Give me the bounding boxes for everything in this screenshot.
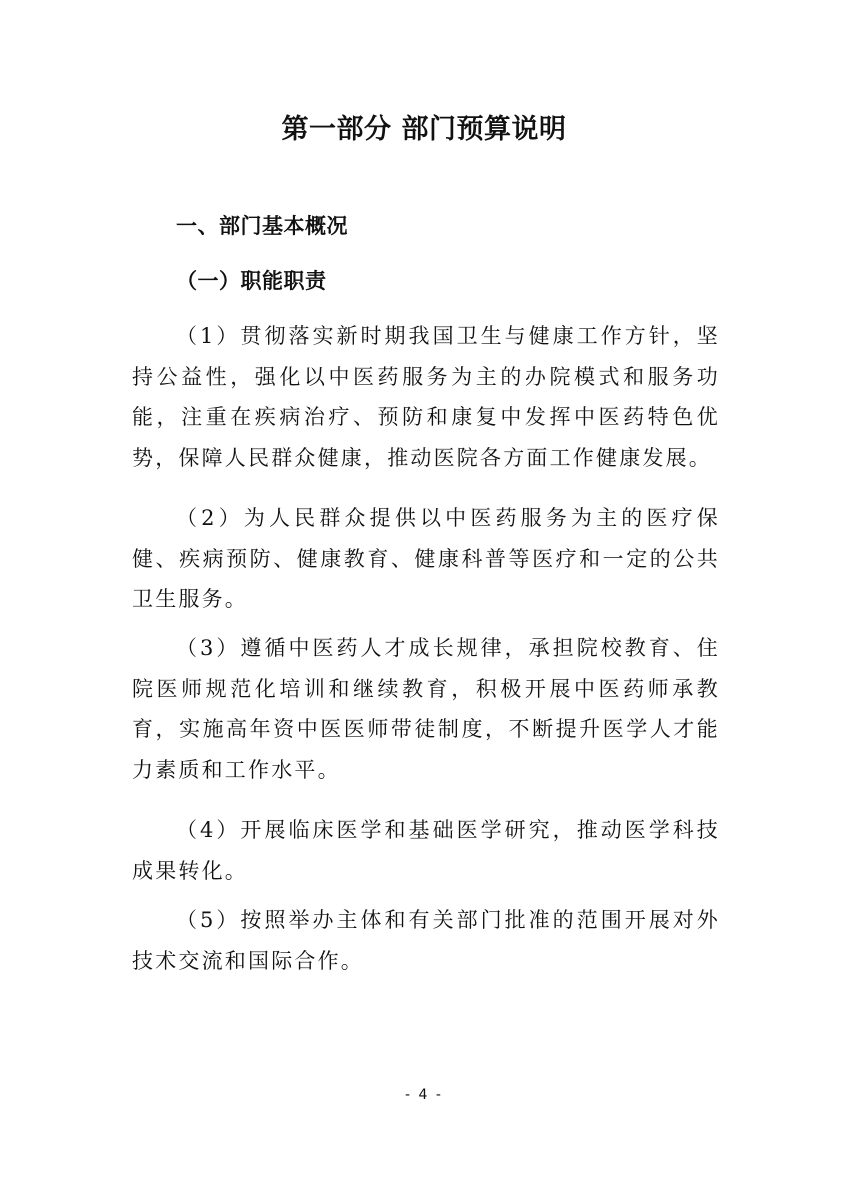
paragraph-duty-2: （2）为人民群众提供以中医药服务为主的医疗保健、疾病预防、健康教育、健康科普等医疗和一定的公共卫生服务。 <box>132 506 720 611</box>
sub-heading: （一）职能职责 <box>176 269 327 293</box>
section-heading: 一、部门基本概况 <box>176 214 348 238</box>
page-title: 第一部分 部门预算说明 <box>281 114 567 145</box>
paragraph-duty-4: （4）开展临床医学和基础医学研究，推动医学科技成果转化。 <box>132 818 720 883</box>
paragraph-duty-1: （1）贯彻落实新时期我国卫生与健康工作方针，坚持公益性，强化以中医药服务为主的办院模式和服务功能，注重在疾病治疗、预防和康复中发挥中医药特色优势，保障人民群众健康，推动医院各方面工作健康发展。 <box>132 324 720 470</box>
page-number: - 4 - <box>405 1087 443 1103</box>
paragraph-duty-3: （3）遵循中医药人才成长规律，承担院校教育、住院医师规范化培训和继续教育，积极开展中医药师承教育，实施高年资中医医师带徒制度，不断提升医学人才能力素质和工作水平。 <box>132 636 720 782</box>
paragraph-duty-5: （5）按照举办主体和有关部门批准的范围开展对外技术交流和国际合作。 <box>132 908 720 973</box>
